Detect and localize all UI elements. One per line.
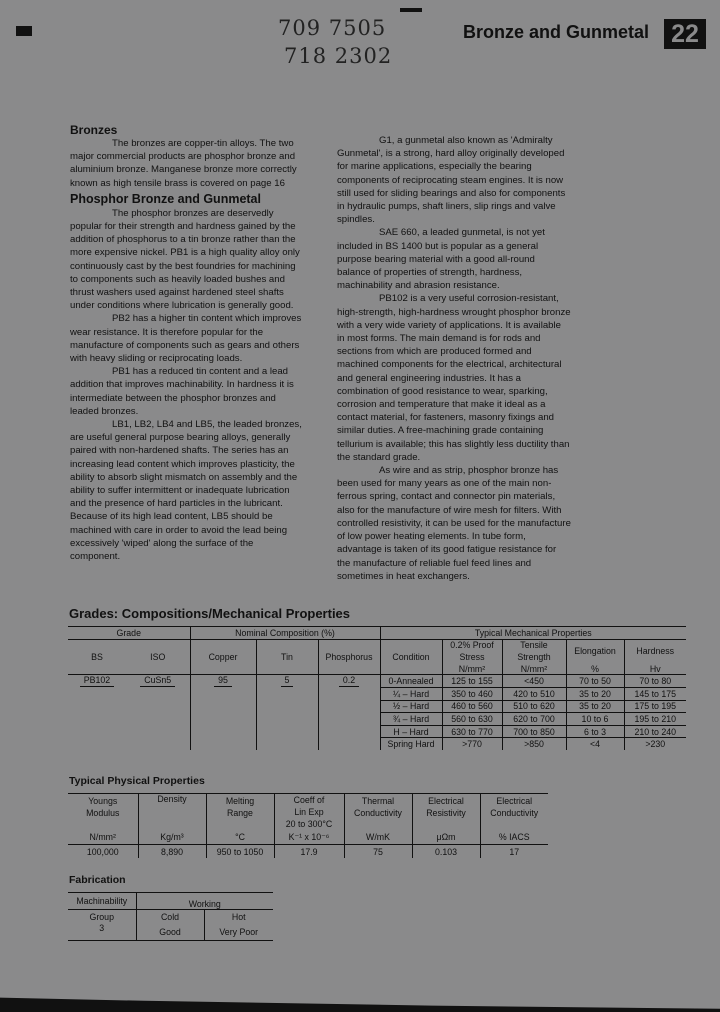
scan-edge-bottom [0, 996, 720, 1012]
thermal-header [344, 794, 412, 821]
fabrication-title: Fabrication [69, 874, 126, 886]
hardness-cell: 175 to 195 [624, 700, 686, 713]
elongation-cell: 70 to 50 [566, 675, 624, 688]
tensile-cell: 510 to 620 [502, 700, 566, 713]
elongation-cell: 10 to 6 [566, 713, 624, 726]
bronzes-heading: Bronzes [70, 123, 118, 137]
mechanical-group-header: Typical Mechanical Properties [380, 627, 686, 640]
coeff-unit: K⁻¹ x 10⁻⁶ [274, 830, 344, 845]
tensile-cell: >850 [502, 738, 566, 750]
group-label: Group [68, 910, 136, 924]
coeff-header-line1: Coeff of [293, 795, 325, 805]
phosphorus-cell [318, 675, 380, 750]
thermal-value: 75 [344, 845, 412, 859]
copper-value: 95 [214, 675, 232, 687]
melting-header-line2: Range [227, 808, 253, 818]
condition-column-header: Condition [380, 639, 442, 675]
density-header: Density [138, 794, 206, 821]
proof-cell: >770 [442, 738, 502, 750]
melting-value: 950 to 1050 [206, 845, 274, 859]
phosphor-paragraph-2: PB2 has a higher tin content which improves wear resistance. It is therefore popular for the manufacture of components such as gears and others with heavy sliding or reciprocating loads. [70, 313, 302, 365]
hardness-cell: >230 [645, 739, 666, 750]
conductivity-header-line1: Electrical [496, 796, 533, 806]
tensile-cell: 700 to 850 [502, 725, 566, 738]
condition-cell: ¼ – Hard [380, 687, 442, 700]
hardness-header: Hardness [636, 646, 675, 657]
grades-table [68, 626, 686, 750]
condition-cell: Spring Hard [380, 738, 442, 750]
phosphor-paragraph-3: PB1 has a reduced tin content and a lead addition that improves machinability. In hardness it is intermediate between the phosphor bronzes and leaded bronzes. [70, 366, 294, 417]
scan-mark-left [16, 26, 32, 36]
iso-column-header: ISO [126, 639, 190, 675]
phosphor-paragraph-1: The phosphor bronzes are deservedly popular for their strength and hardness gained by the addition of phosphorus to a tin bronze rather than the more expensive nickel. PB1 is a high quality alloy only continuously cast by the best foundries for machining to components such as heavily loaded bushes and thrust washers used against hardened steel shafts under conditions where lubrication is generally good. [70, 207, 300, 312]
handwritten-note-1: 709 7505 [278, 16, 387, 40]
condition-cell: H – Hard [380, 725, 442, 738]
resistivity-header-line2: Resistivity [426, 808, 466, 818]
cold-value: Good [136, 923, 204, 941]
resistivity-header-line1: Electrical [428, 796, 464, 806]
hardness-cell: 195 to 210 [624, 713, 686, 726]
pb102-paragraph: PB102 is a very useful corrosion-resistant, high-strength, high-hardness wrought phosphor bronze with a very wide variety of applications. It is available in most forms. The main demand is for rods and sections from which are produced formed and machined components for the electrical, architectural and general engineering industries. It has a combination of good resistance to wear, sparking, corrosion and temperature that make it ideal as a contact material, for fasteners, masonry fixings and similar duties. A free-machining grade containing tellurium is available; this has slightly less ductility than the standard grade. [337, 293, 571, 463]
cold-label: Cold [136, 910, 204, 924]
hardness-cell: 145 to 175 [624, 687, 686, 700]
proof-cell: 460 to 560 [442, 700, 502, 713]
bs-column-header: BS [91, 651, 103, 662]
density-unit: Kg/m³ [138, 830, 206, 845]
thermal-header-line1: Thermal [361, 796, 395, 806]
hardness-cell: 70 to 80 [624, 675, 686, 688]
page-title: Bronze and Gunmetal [463, 22, 650, 42]
tensile-header-line2: Strength [502, 651, 566, 663]
scan-mark-top [400, 8, 422, 12]
conductivity-header [480, 794, 548, 821]
chapter-number-badge: 22 [664, 19, 706, 49]
hot-label: Hot [231, 911, 246, 922]
group-value: 3 [68, 923, 136, 941]
tin-cell [256, 675, 318, 750]
handwritten-note-2: 718 2302 [284, 44, 393, 68]
physical-properties-table [68, 793, 548, 858]
physical-properties-title: Typical Physical Properties [69, 775, 205, 787]
right-column [337, 134, 571, 583]
tensile-cell: 420 to 510 [502, 687, 566, 700]
coeff-value: 17.9 [274, 845, 344, 859]
grades-table-title: Grades: Compositions/Mechanical Properties [69, 606, 351, 621]
density-value: 8,890 [138, 845, 206, 859]
tin-value: 5 [281, 675, 294, 687]
phosphor-paragraph-4: LB1, LB2, LB4 and LB5, the leaded bronzes, are useful general purpose bearing alloys, generally paired with non-hardened shafts. The series has an increasing lead content which improves plasticity, the ability to absorb slight mismatch on assembly and the ability to suffer intermittent or inadequate lubrication and the presence of hard particles in the lubricant. Because of its high lead content, LB5 should be machined with care in order to avoid the lead being excessively 'wiped' along the surface of the component. [70, 419, 302, 563]
proof-cell: 125 to 155 [442, 675, 502, 688]
thermal-unit: W/mK [344, 830, 412, 845]
tensile-header-line1: Tensile [502, 639, 566, 651]
iso-grade-value: CuSn5 [140, 675, 175, 687]
wire-strip-paragraph: As wire and as strip, phosphor bronze has been used for many years as one of the main non-ferrous spring, contact and connector pin materials, also for the manufacture of wire mesh for filters. With controlled resistivity, it can be used for the manufacture of low power heating elements. In tube form, advantage is taken of its good fatigue resistance for the manufacture of reliable fuel feed lines and sometimes in heat exchangers. [337, 465, 571, 582]
iso-grade-cell [126, 675, 190, 750]
leaded-gunmetal-paragraph: SAE 660, a leaded gunmetal, is not yet included in BS 1400 but is popular as a general purpose bearing material with a good all-round balance of properties of strength, hardness, machinability and abrasion resistance. [337, 227, 545, 292]
tin-column-header: Tin [256, 639, 318, 675]
conductivity-value: 17 [509, 846, 520, 857]
phosphorus-column-header: Phosphorus [318, 639, 380, 675]
resistivity-unit: μΩm [412, 830, 480, 845]
elongation-unit: % [566, 663, 624, 675]
resistivity-header [412, 794, 480, 821]
elongation-cell: 35 to 20 [566, 700, 624, 713]
condition-cell: ½ – Hard [380, 700, 442, 713]
resistivity-value: 0.103 [412, 845, 480, 859]
youngs-unit: N/mm² [68, 830, 138, 845]
bs-grade-cell [68, 675, 126, 750]
conductivity-unit: % IACS [498, 832, 530, 842]
hardness-cell: 210 to 240 [624, 725, 686, 738]
youngs-header-line1: Youngs [88, 796, 118, 806]
youngs-header-line2: Modulus [86, 808, 120, 818]
proof-unit: N/mm² [442, 663, 502, 675]
hardness-unit: Hv [649, 663, 661, 674]
grade-group-header: Grade [68, 627, 190, 640]
proof-cell: 350 to 460 [442, 687, 502, 700]
tensile-cell: <450 [502, 675, 566, 688]
coeff-header-line2: Lin Exp [294, 807, 324, 817]
copper-cell [190, 675, 256, 750]
condition-cell: ¾ – Hard [380, 713, 442, 726]
melting-unit: °C [206, 830, 274, 845]
coeff-header [274, 794, 344, 831]
elongation-cell: 35 to 20 [566, 687, 624, 700]
proof-cell: 560 to 630 [442, 713, 502, 726]
youngs-header [68, 794, 138, 821]
gunmetal-paragraph: G1, a gunmetal also known as 'Admiralty Gunmetal', is a strong, hard alloy originally developed for marine applications, especially the bearing components of reciprocating steam engines. It is now still used for sliding bearings and also for components in hydraulic pumps, shaft liners, slip rings and valve spindles. [337, 135, 566, 226]
machinability-header: Machinability [68, 893, 136, 910]
bs-grade-value: PB102 [80, 675, 114, 687]
melting-header-line1: Melting [225, 796, 255, 806]
copper-column-header: Copper [190, 639, 256, 675]
proof-header-line2: Stress [442, 651, 502, 663]
condition-cell: 0-Annealed [380, 675, 442, 688]
tensile-unit: N/mm² [502, 663, 566, 675]
elongation-cell: <4 [566, 738, 624, 750]
proof-cell: 630 to 770 [442, 725, 502, 738]
elongation-cell: 6 to 3 [566, 725, 624, 738]
composition-group-header: Nominal Composition (%) [190, 627, 380, 640]
youngs-value: 100,000 [68, 845, 138, 859]
left-column [70, 123, 304, 563]
working-header: Working [136, 893, 273, 910]
fabrication-table [68, 892, 273, 941]
hot-value: Very Poor [219, 926, 259, 937]
proof-header-line1: 0.2% Proof [442, 639, 502, 651]
phosphor-heading: Phosphor Bronze and Gunmetal [70, 191, 261, 206]
tensile-cell: 620 to 700 [502, 713, 566, 726]
coeff-header-line3: 20 to 300°C [285, 819, 333, 829]
phosphorus-value: 0.2 [339, 675, 359, 687]
elongation-header: Elongation [566, 639, 624, 663]
melting-header [206, 794, 274, 821]
thermal-header-line2: Conductivity [354, 808, 402, 818]
bronzes-paragraph: The bronzes are copper-tin alloys. The two major commercial products are phosphor bronze and aluminium bronze. Manganese bronze more correctly known as high tensile brass is covered on page 16 [70, 138, 297, 189]
conductivity-header-line2: Conductivity [490, 808, 539, 818]
